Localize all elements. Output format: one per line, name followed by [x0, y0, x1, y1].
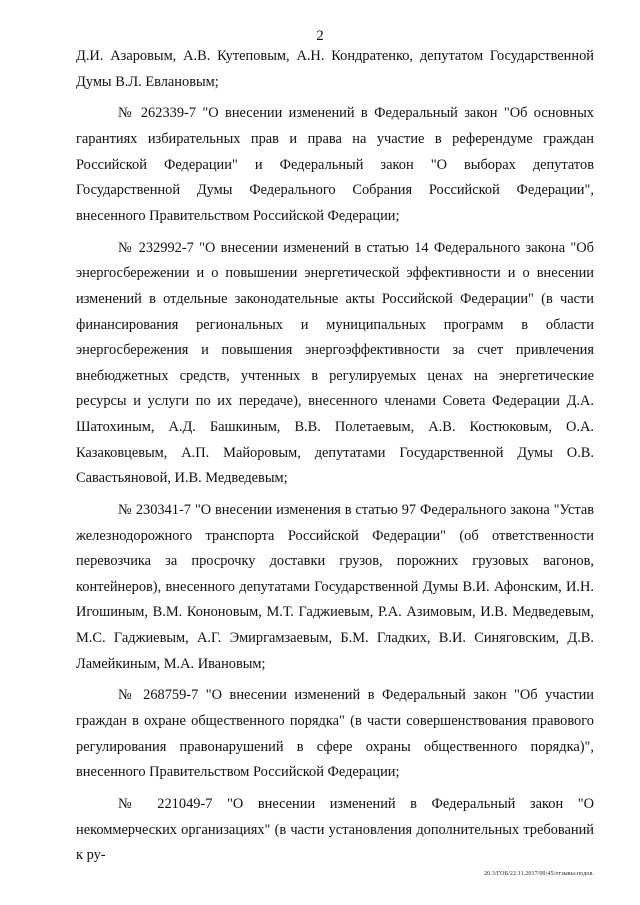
footer-document-code: 20.3/ГОБ/22.11.2017/09:45/отзывы-подов.: [484, 871, 594, 877]
paragraph-bill-262339-7: № 262339-7 "О внесении изменений в Федеральный закон "Об основных гарантиях избирательных прав и права на участие в референдуме граждан Российской Федерации" и Федеральный закон "О выборах депутатов Государственной Думы Федерального Собрания Российской Федерации", внесенного Правительством Российской Федерации;: [76, 105, 594, 224]
page-number: 2: [316, 28, 324, 44]
paragraph-bill-230341-7: № 230341-7 "О внесении изменения в статью 97 Федерального закона "Устав железнодорожного транспорта Российской Федерации" (об ответственности перевозчика за просрочку доставки грузов, порожних грузовых вагонов, контейнеров), внесенного депутатами Государственной Думы В.И. Афонским, И.Н. Игошиным, В.М. Кононовым, М.Т. Гаджиевым, Р.А. Азимовым, И.В. Медведевым, М.С. Гаджиевым, А.Г. Эмиргамзаевым, Б.М. Гладких, В.И. Синяговским, Д.В. Ламейкиным, М.А. Ивановым;: [76, 501, 594, 672]
paragraph-continuation: Д.И. Азаровым, А.В. Кутеповым, А.Н. Кондратенко, депутатом Государственной Думы В.Л. Евлановым;: [76, 48, 594, 90]
paragraph-bill-232992-7: № 232992-7 "О внесении изменений в статью 14 Федерального закона "Об энергосбережении и о повышении энергетической эффективности и о внесении изменений в отдельные законодательные акты Российской Федерации" (в части финансирования региональных и муниципальных программ в области энергосбережения и повышения энергоэффективности за счет привлечения внебюджетных средств, учтенных в регулируемых ценах на энергетические ресурсы и услуги по их передаче), внесенного членами Совета Федерации Д.А. Шатохиным, А.Д. Башкиным, В.В. Полетаевым, А.В. Костюковым, О.А. Казаковцевым, А.П. Майоровым, депутатами Государственной Думы О.В. Савастьяновой, И.В. Медведевым;: [76, 239, 594, 487]
paragraph-bill-268759-7: № 268759-7 "О внесении изменений в Федеральный закон "Об участии граждан в охране общественного порядка" (в части совершенствования правового регулирования правонарушений в сфере охраны общественного порядка)", внесенного Правительством Российской Федерации;: [76, 687, 594, 781]
paragraph-bill-221049-7: № 221049-7 "О внесении изменений в Федеральный закон "О некоммерческих организациях" (в части установления дополнительных требований к ру-: [76, 796, 594, 864]
document-body: [76, 44, 594, 875]
